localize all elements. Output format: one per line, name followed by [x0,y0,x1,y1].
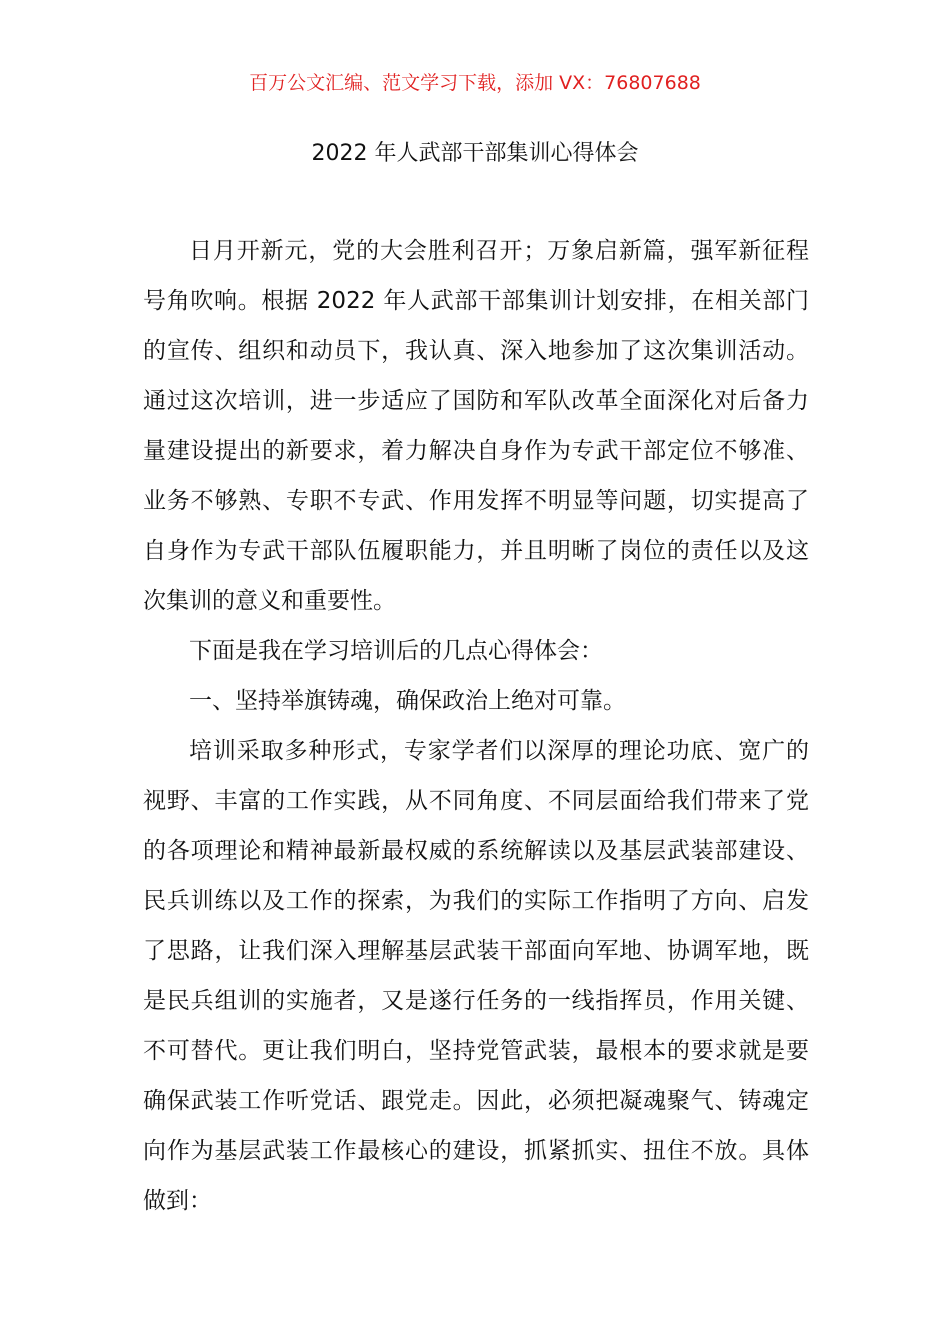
paragraph-intro: 日月开新元，党的大会胜利召开；万象启新篇，强军新征程号角吹响。根据 2022 年人武部干部集训计划安排，在相关部门的宣传、组织和动员下，我认真、深入地参加了这次集训活动。通过这次培训，进一步适应了国防和军队改革全面深化对后备力量建设提出的新要求，着力解决自身作为专武干部定位不够准、业务不够熟、专职不专武、作用发挥不明显等问题，切实提高了自身作为专武干部队伍履职能力，并且明晰了岗位的责任以及这次集训的意义和重要性。 [143,238,809,614]
document-title: 2022 年人武部干部集训心得体会 [311,141,639,166]
paragraph-lead-in: 下面是我在学习培训后的几点心得体会： [189,638,603,664]
document-body [143,226,809,1226]
section-heading-1: 一、坚持举旗铸魂，确保政治上绝对可靠。 [189,688,626,714]
paragraph-section-1: 培训采取多种形式，专家学者们以深厚的理论功底、宽广的视野、丰富的工作实践，从不同角度、不同层面给我们带来了党的各项理论和精神最新最权威的系统解读以及基层武装部建设、民兵训练以及工作的探索，为我们的实际工作指明了方向、启发了思路，让我们深入理解基层武装干部面向军地、协调军地，既是民兵组训的实施者，又是遂行任务的一线指挥员，作用关键、不可替代。更让我们明白，坚持党管武装，最根本的要求就是要确保武装工作听党话、跟党走。因此，必须把凝魂聚气、铸魂定向作为基层武装工作最核心的建设，抓紧抓实、扭住不放。具体做到： [143,738,809,1214]
watermark-header-note: 百万公文汇编、范文学习下载，添加 VX：76807688 [249,72,701,94]
